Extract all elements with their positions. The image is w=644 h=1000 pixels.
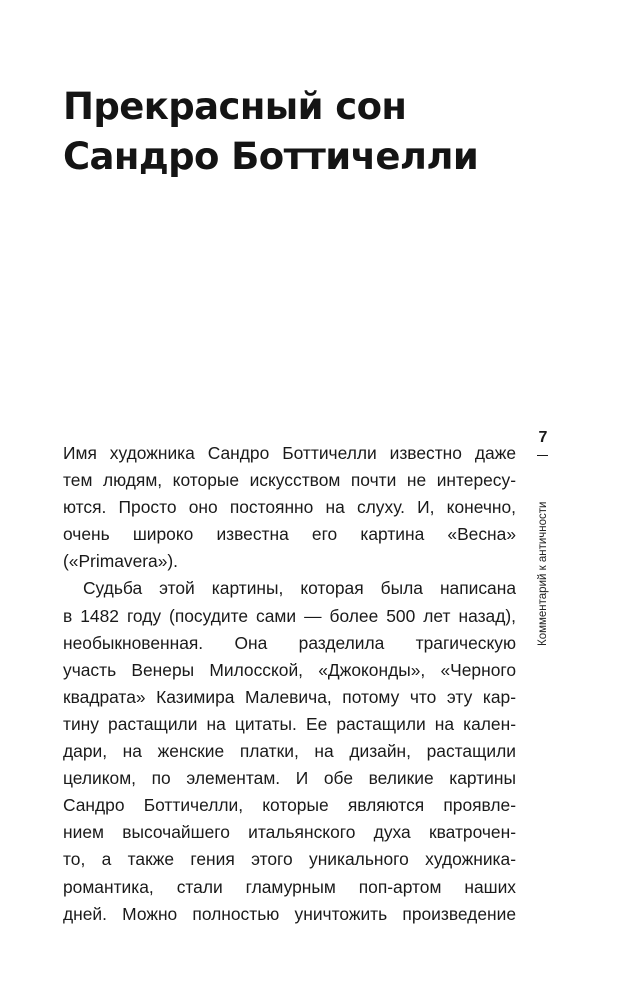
text-line: очень широко известна его картина «Весна» (63, 524, 516, 545)
text-line: квадрата» Казимира Малевича, потому что эту кар- (63, 686, 516, 707)
text-line: ются. Просто оно постоянно на слуху. И, конечно, (63, 497, 516, 518)
text-line: дари, на женские платки, на дизайн, растащили (63, 741, 516, 762)
text-line: участь Венеры Милосской, «Джоконды», «Черного (63, 659, 516, 680)
text-line: романтика, стали гламурным поп-артом наших (63, 876, 516, 897)
text-line: Имя художника Сандро Боттичелли известно даже (63, 443, 516, 463)
text-line: то, а также гения этого уникального художника- (63, 849, 516, 870)
text-line: Сандро Боттичелли, которые являются проявле- (63, 795, 516, 816)
text-line: тем людям, которые искусством почти не интересу- (63, 470, 516, 491)
text-line: целиком, по элементам. И обе великие картины (63, 768, 516, 789)
page-number: 7 (538, 429, 548, 446)
paragraph-1 (63, 440, 516, 575)
running-head: Комментарий к античности (537, 501, 549, 646)
folio-rule (537, 455, 548, 456)
chapter-title-line-2: Сандро Боттичелли (63, 135, 479, 178)
chapter-title (63, 82, 543, 182)
text-line: в 1482 году (посудите сами — более 500 лет назад), (63, 605, 516, 626)
chapter-title-line-1: Прекрасный сон (63, 85, 407, 128)
text-line: Судьба этой картины, которая была написана (83, 578, 516, 599)
text-line: тину растащили на цитаты. Ее растащили на кален- (63, 713, 516, 734)
text-line: дней. Можно полностью уничтожить произведение (63, 903, 516, 924)
text-line: нием высочайшего итальянского духа кватрочен- (63, 822, 516, 843)
body-text (63, 440, 516, 928)
paragraph-2 (63, 575, 516, 927)
text-line: необыкновенная. Она разделила трагическую (63, 632, 516, 653)
text-line: («Primavera»). (63, 551, 179, 572)
